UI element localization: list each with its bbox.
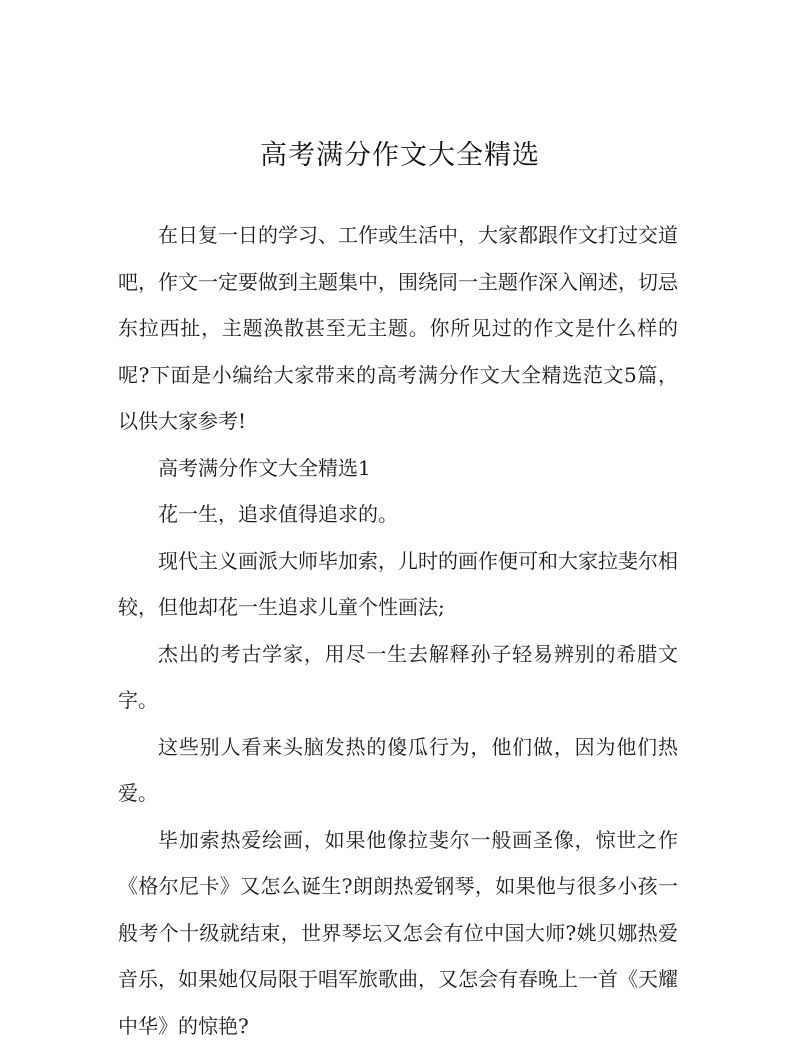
document-title: 高考满分作文大全精选 (0, 138, 800, 174)
essay-heading: 高考满分作文大全精选1 (118, 445, 678, 492)
essay-paragraph: 现代主义画派大师毕加索，儿时的画作便可和大家拉斐尔相较，但他却花一生追求儿童个性画法; (118, 538, 678, 631)
document-body (118, 212, 678, 1049)
essay-paragraph: 毕加索热爱绘画，如果他像拉斐尔一般画圣像，惊世之作《格尔尼卡》又怎么诞生?朗朗热爱钢琴，如果他与很多小孩一般考个十级就结束，世界琴坛又怎会有位中国大师?姚贝娜热爱音乐，如果她仅局限于唱军旅歌曲，又怎会有春晚上一首《天耀中华》的惊艳? (118, 817, 678, 1049)
intro-paragraph: 在日复一日的学习、工作或生活中，大家都跟作文打过交道吧，作文一定要做到主题集中，围绕同一主题作深入阐述，切忌东拉西扯，主题涣散甚至无主题。你所见过的作文是什么样的呢?下面是小编给大家带来的高考满分作文大全精选范文5篇，以供大家参考! (118, 212, 678, 445)
essay-paragraph: 花一生，追求值得追求的。 (118, 491, 678, 538)
essay-paragraph: 杰出的考古学家，用尽一生去解释孙子轻易辨别的希腊文字。 (118, 631, 678, 724)
essay-paragraph: 这些别人看来头脑发热的傻瓜行为，他们做，因为他们热爱。 (118, 724, 678, 817)
